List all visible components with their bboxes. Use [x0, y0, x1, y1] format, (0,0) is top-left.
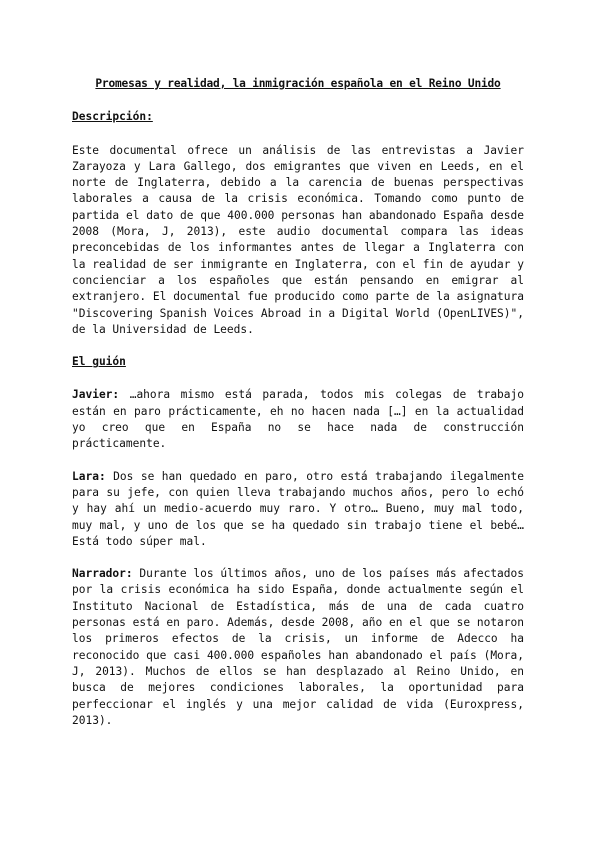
speaker-text: Dos se han quedado en paro, otro está trabajando ilegalmente para su jefe, con quien lleva trabajando muchos años, pero lo echó y hay ahí un medio-acuerdo muy raro. Y otro… Bueno, muy mal todo, muy mal, y uno de los que se ha quedado sin trabajo tiene el bebé… Está todo súper mal.	[72, 469, 524, 548]
speaker-label: Narrador:	[72, 567, 133, 581]
script-entry-lara	[72, 469, 524, 550]
script-entry-javier	[72, 387, 524, 452]
description-heading: Descripción:	[72, 110, 153, 124]
document-title: Promesas y realidad, la inmigración española en el Reino Unido	[95, 77, 501, 90]
script-heading: El guión	[72, 355, 126, 369]
speaker-label: Lara:	[72, 469, 106, 483]
speaker-label: Javier:	[72, 388, 120, 402]
script-entry-narrador	[72, 566, 524, 729]
description-paragraph: Este documental ofrece un análisis de las entrevistas a Javier Zarayoza y Lara Gallego, dos emigrantes que viven en Leeds, en el norte de Inglaterra, debido a la carencia de buenas perspectivas laborales a causa de la crisis económica. Tomando como punto de partida el dato de que 400.000 personas han abandonado España desde 2008 (Mora, J, 2013), este audio documental compara las ideas preconcebidas de los informantes antes de llegar a Inglaterra con la realidad de ser inmigrante en Inglaterra, con el fin de ayudar y concienciar a los españoles que están pensando en emigrar al extranjero. El documental fue producido como parte de la asignatura "Discovering Spanish Voices Abroad in a Digital World (OpenLIVES)", de la Universidad de Leeds.	[72, 143, 524, 336]
document-page	[72, 76, 524, 745]
speaker-text: …ahora mismo está parada, todos mis colegas de trabajo están en paro prácticamente, eh no hacen nada […] en la actualidad yo creo que en España no se hace nada de construcción prácticamente.	[72, 388, 524, 451]
speaker-text: Durante los últimos años, uno de los países más afectados por la crisis económica ha sido España, donde actualmente según el Instituto Nacional de Estadística, más de una de cada cuatro personas está en paro. Además, desde 2008, año en el que se notaron los primeros efectos de la crisis, un informe de Adecco ha reconocido que casi 400.000 españoles han abandonado el país (Mora, J, 2013). Muchos de ellos se han desplazado al Reino Unido, en busca de mejores condiciones laborales, la oportunidad para perfeccionar el inglés y una mejor calidad de vida (Euroxpress, 2013).	[72, 567, 524, 727]
